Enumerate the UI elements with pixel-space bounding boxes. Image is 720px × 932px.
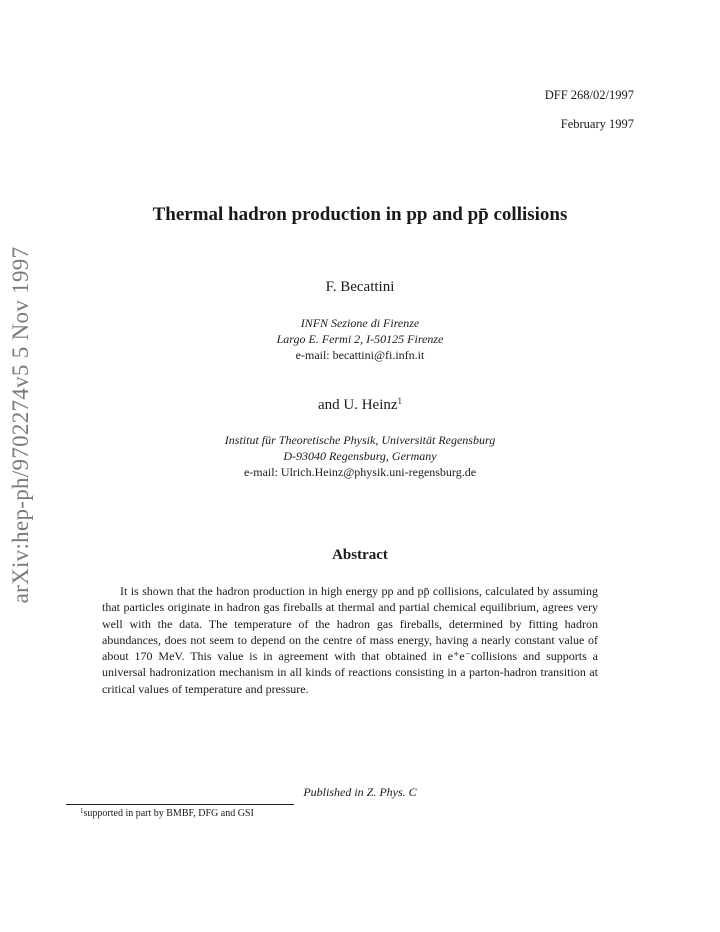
author-1-institute: INFN Sezione di Firenze: [300, 316, 420, 330]
author-2-affiliation: [0, 432, 720, 480]
author-1-affiliation: [0, 315, 720, 363]
report-number: DFF 268/02/1997: [544, 88, 634, 102]
author-2-institute: Institut für Theoretische Physik, Universität Regensburg: [224, 433, 496, 447]
paper-title: Thermal hadron production in pp and pp̄ collisions: [152, 204, 568, 225]
footnote-mark: 1: [80, 807, 84, 815]
author-1-email: e-mail: becattini@fi.infn.it: [295, 348, 425, 362]
footnote: [80, 808, 254, 819]
footnote-text: supported in part by BMBF, DFG and GSI: [83, 808, 254, 819]
author-2-name: [0, 397, 720, 414]
author-1-address: Largo E. Fermi 2, I-50125 Firenze: [276, 332, 444, 346]
report-date: February 1997: [560, 117, 634, 131]
author-2-email: e-mail: Ulrich.Heinz@physik.uni-regensburg.de: [243, 465, 477, 479]
abstract-text: It is shown that the hadron production in high energy pp and pp̄ collisions, calculated by assuming that particles originate in hadron gas fireballs at thermal and partial chemical equilibrium, agrees very well with the data. The temperature of the hadron gas fireballs, determined by fitting hadron abundances, does not seem to depend on the centre of mass energy, having a nearly constant value of about 170 MeV. This value is in agreement with that obtained in e⁺e⁻collisions and supports a universal hadronization mechanism in all kinds of reactions consisting in a parton-hadron transition at critical values of temperature and pressure.: [102, 584, 598, 696]
author-2-address: D-93040 Regensburg, Germany: [283, 449, 437, 463]
abstract-heading: Abstract: [332, 547, 388, 563]
footnote-divider: [66, 804, 294, 805]
author-2-footnote-mark: 1: [397, 396, 403, 406]
author-1-name: F. Becattini: [325, 279, 395, 295]
author-2-name-text: and U. Heinz: [317, 397, 398, 413]
publication-note: Published in Z. Phys. C: [303, 785, 417, 799]
arxiv-identifier-stamp: arXiv:hep-ph/9702274v5 5 Nov 1997: [8, 246, 33, 604]
